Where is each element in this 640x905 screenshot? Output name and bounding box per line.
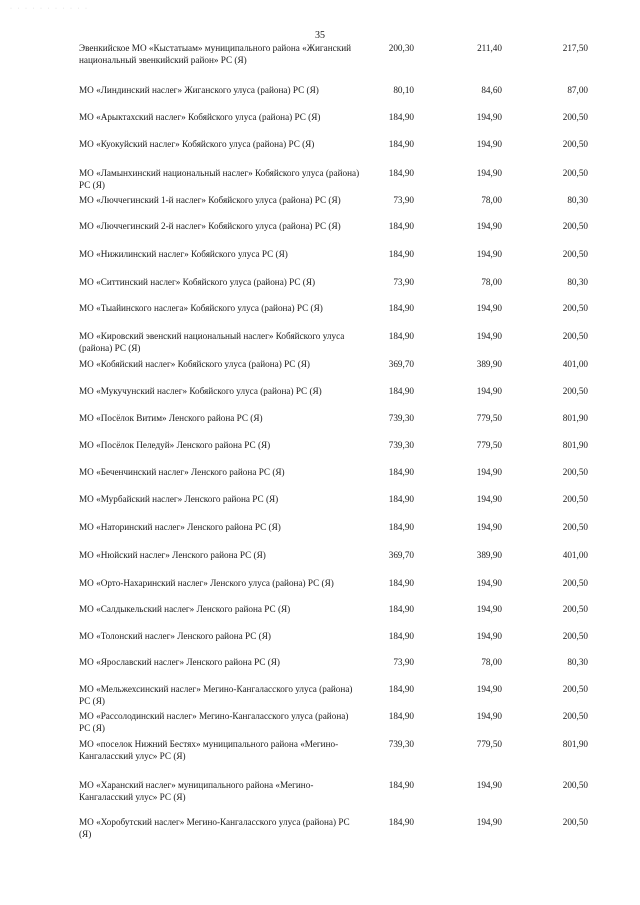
value-col-3: 401,00 (562, 550, 588, 560)
value-col-3: 217,50 (562, 43, 588, 53)
value-col-2: 194,90 (476, 112, 502, 122)
value-col-1: 184,90 (388, 331, 414, 341)
value-col-2: 194,90 (476, 221, 502, 231)
value-col-2: 194,90 (476, 494, 502, 504)
value-col-3: 200,50 (562, 467, 588, 477)
value-col-3: 200,50 (562, 604, 588, 614)
value-col-2: 194,90 (476, 303, 502, 313)
value-col-3: 200,50 (562, 112, 588, 122)
value-col-3: 200,50 (562, 631, 588, 641)
value-col-2: 194,90 (476, 331, 502, 341)
value-col-2: 78,00 (481, 657, 502, 667)
municipality-name: МО «Хаpанский наслег» муниципального района «Мегино-Кангаласский улус» РС (Я) (79, 780, 314, 802)
value-col-1: 184,90 (388, 604, 414, 614)
municipality-name: МО «Кировский эвенский национальный наслег» Кобяйского улуса (района) РС (Я) (79, 331, 345, 353)
value-col-3: 200,50 (562, 578, 588, 588)
municipality-name: МО «Толонский наслег» Ленского района РС (Я) (79, 631, 271, 641)
value-col-1: 184,90 (388, 168, 414, 178)
value-col-2: 389,90 (476, 550, 502, 560)
municipality-name: МО «Посёлок Пеледуй» Ленского района РС (Я) (79, 440, 271, 450)
value-col-3: 200,50 (562, 139, 588, 149)
municipality-name: МО «Люччегинский 1-й наслег» Кобяйского улуса (района) РС (Я) (79, 195, 341, 205)
value-col-1: 73,90 (393, 195, 414, 205)
municipality-name: МО «Беченчинский наслег» Ленского района РС (Я) (79, 467, 285, 477)
value-col-1: 184,90 (388, 522, 414, 532)
value-col-1: 184,90 (388, 221, 414, 231)
value-col-2: 194,90 (476, 386, 502, 396)
value-col-2: 194,90 (476, 631, 502, 641)
value-col-3: 801,90 (562, 440, 588, 450)
municipality-name: МО «Рассолодинский наслег» Мегино-Кангаласского улуса (района) РС (Я) (79, 711, 349, 733)
page-number: 35 (315, 30, 325, 41)
municipality-name: МО «Мельжехсинский наслег» Мегино-Кангаласского улуса (района) РС (Я) (79, 684, 353, 706)
municipality-name: МО «Арыктахский наслег» Кобяйского улуса (района) РС (Я) (79, 112, 321, 122)
value-col-1: 184,90 (388, 684, 414, 694)
municipality-name: МО «Линдинский наслег» Жиганского улуса (района) РС (Я) (79, 85, 319, 95)
municipality-name: МО «Люччегинский 2-й наслег» Кобяйского улуса (района) РС (Я) (79, 221, 341, 231)
value-col-1: 73,90 (393, 657, 414, 667)
value-col-3: 200,50 (562, 331, 588, 341)
value-col-1: 184,90 (388, 780, 414, 790)
value-col-3: 200,50 (562, 168, 588, 178)
municipality-name: МО «Ярославский наслег» Ленского района РС (Я) (79, 657, 280, 667)
value-col-2: 779,50 (476, 440, 502, 450)
value-col-1: 184,90 (388, 494, 414, 504)
value-col-2: 194,90 (476, 817, 502, 827)
municipality-name: МО «Кобяйский наслег» Кобяйского улуса (района) РС (Я) (79, 359, 310, 369)
value-col-3: 200,50 (562, 817, 588, 827)
value-col-1: 200,30 (388, 43, 414, 53)
value-col-1: 184,90 (388, 249, 414, 259)
value-col-3: 80,30 (567, 657, 588, 667)
municipality-name: МО «Нижилинский наслег» Кобяйского улуса РС (Я) (79, 249, 288, 259)
municipality-name: МО «Хоробутский наслег» Мегино-Кангаласского улуса (района) РС (Я) (79, 817, 350, 839)
value-col-1: 184,90 (388, 578, 414, 588)
value-col-3: 200,50 (562, 249, 588, 259)
value-col-2: 194,90 (476, 467, 502, 477)
value-col-2: 194,90 (476, 139, 502, 149)
value-col-2: 194,90 (476, 604, 502, 614)
value-col-1: 739,30 (388, 739, 414, 749)
value-col-3: 200,50 (562, 711, 588, 721)
value-col-2: 779,50 (476, 413, 502, 423)
value-col-3: 80,30 (567, 277, 588, 287)
value-col-2: 84,60 (481, 85, 502, 95)
municipality-name: МО «Нюйский наслег» Ленского района РС (Я) (79, 550, 266, 560)
value-col-2: 211,40 (477, 43, 502, 53)
municipality-name: МО «Ситтинский наслег» Кобяйского улуса (района) РС (Я) (79, 277, 316, 287)
municipality-name: МО «Мукучунский наслег» Кобяйского улуса (района) РС (Я) (79, 386, 322, 396)
value-col-3: 200,50 (562, 522, 588, 532)
value-col-2: 194,90 (476, 780, 502, 790)
value-col-1: 184,90 (388, 631, 414, 641)
value-col-2: 194,90 (476, 522, 502, 532)
value-col-2: 78,00 (481, 277, 502, 287)
value-col-1: 369,70 (388, 359, 414, 369)
value-col-3: 200,50 (562, 780, 588, 790)
municipality-name: МО «Наторинский наслег» Ленского района РС (Я) (79, 522, 281, 532)
value-col-3: 401,00 (562, 359, 588, 369)
value-col-3: 200,50 (562, 386, 588, 396)
scan-header-noise: · · · · · · · · · · · (10, 6, 89, 12)
value-col-2: 779,50 (476, 739, 502, 749)
value-col-1: 739,30 (388, 440, 414, 450)
value-col-1: 184,90 (388, 303, 414, 313)
value-col-2: 389,90 (476, 359, 502, 369)
value-col-2: 194,90 (476, 249, 502, 259)
value-col-1: 184,90 (388, 467, 414, 477)
value-col-2: 78,00 (481, 195, 502, 205)
value-col-1: 80,10 (393, 85, 414, 95)
value-col-1: 184,90 (388, 817, 414, 827)
value-col-1: 184,90 (388, 139, 414, 149)
municipality-name: МО «Ламынхинский национальный наслег» Кобяйского улуса (района) РС (Я) (79, 168, 360, 190)
value-col-1: 73,90 (393, 277, 414, 287)
municipality-name: МО «Мурбайский наслег» Ленского района РС (Я) (79, 494, 279, 504)
municipality-name: МО «Тыайинского наслега» Кобяйского улуса (района) РС (Я) (79, 303, 323, 313)
value-col-1: 369,70 (388, 550, 414, 560)
value-col-1: 184,90 (388, 112, 414, 122)
value-col-3: 200,50 (562, 494, 588, 504)
value-col-2: 194,90 (476, 711, 502, 721)
municipality-name: МО «Посёлок Витим» Ленского района РС (Я) (79, 413, 263, 423)
value-col-1: 184,90 (388, 711, 414, 721)
value-col-3: 200,50 (562, 684, 588, 694)
value-col-2: 194,90 (476, 684, 502, 694)
municipality-name: МО «поселок Нижний Бестях» муниципального района «Мегино-Кангаласский улус» РС (Я) (79, 739, 339, 761)
value-col-3: 80,30 (567, 195, 588, 205)
value-col-3: 200,50 (562, 303, 588, 313)
value-col-3: 801,90 (562, 739, 588, 749)
municipality-name: МО «Орто-Нахаринский наслег» Ленского улуса (района) РС (Я) (79, 578, 334, 588)
municipality-name: Эвенкийское МО «Кыстатыам» муниципального района «Жиганский национальный эвенкийский район» РС (Я) (79, 43, 352, 65)
value-col-1: 739,30 (388, 413, 414, 423)
value-col-2: 194,90 (476, 168, 502, 178)
value-col-2: 194,90 (476, 578, 502, 588)
value-col-3: 801,90 (562, 413, 588, 423)
municipality-name: МО «Салдыкельский наслег» Ленского района РС (Я) (79, 604, 291, 614)
value-col-3: 87,00 (567, 85, 588, 95)
value-col-3: 200,50 (562, 221, 588, 231)
value-col-1: 184,90 (388, 386, 414, 396)
municipality-name: МО «Куокуйский наслег» Кобяйского улуса (района) РС (Я) (79, 139, 315, 149)
